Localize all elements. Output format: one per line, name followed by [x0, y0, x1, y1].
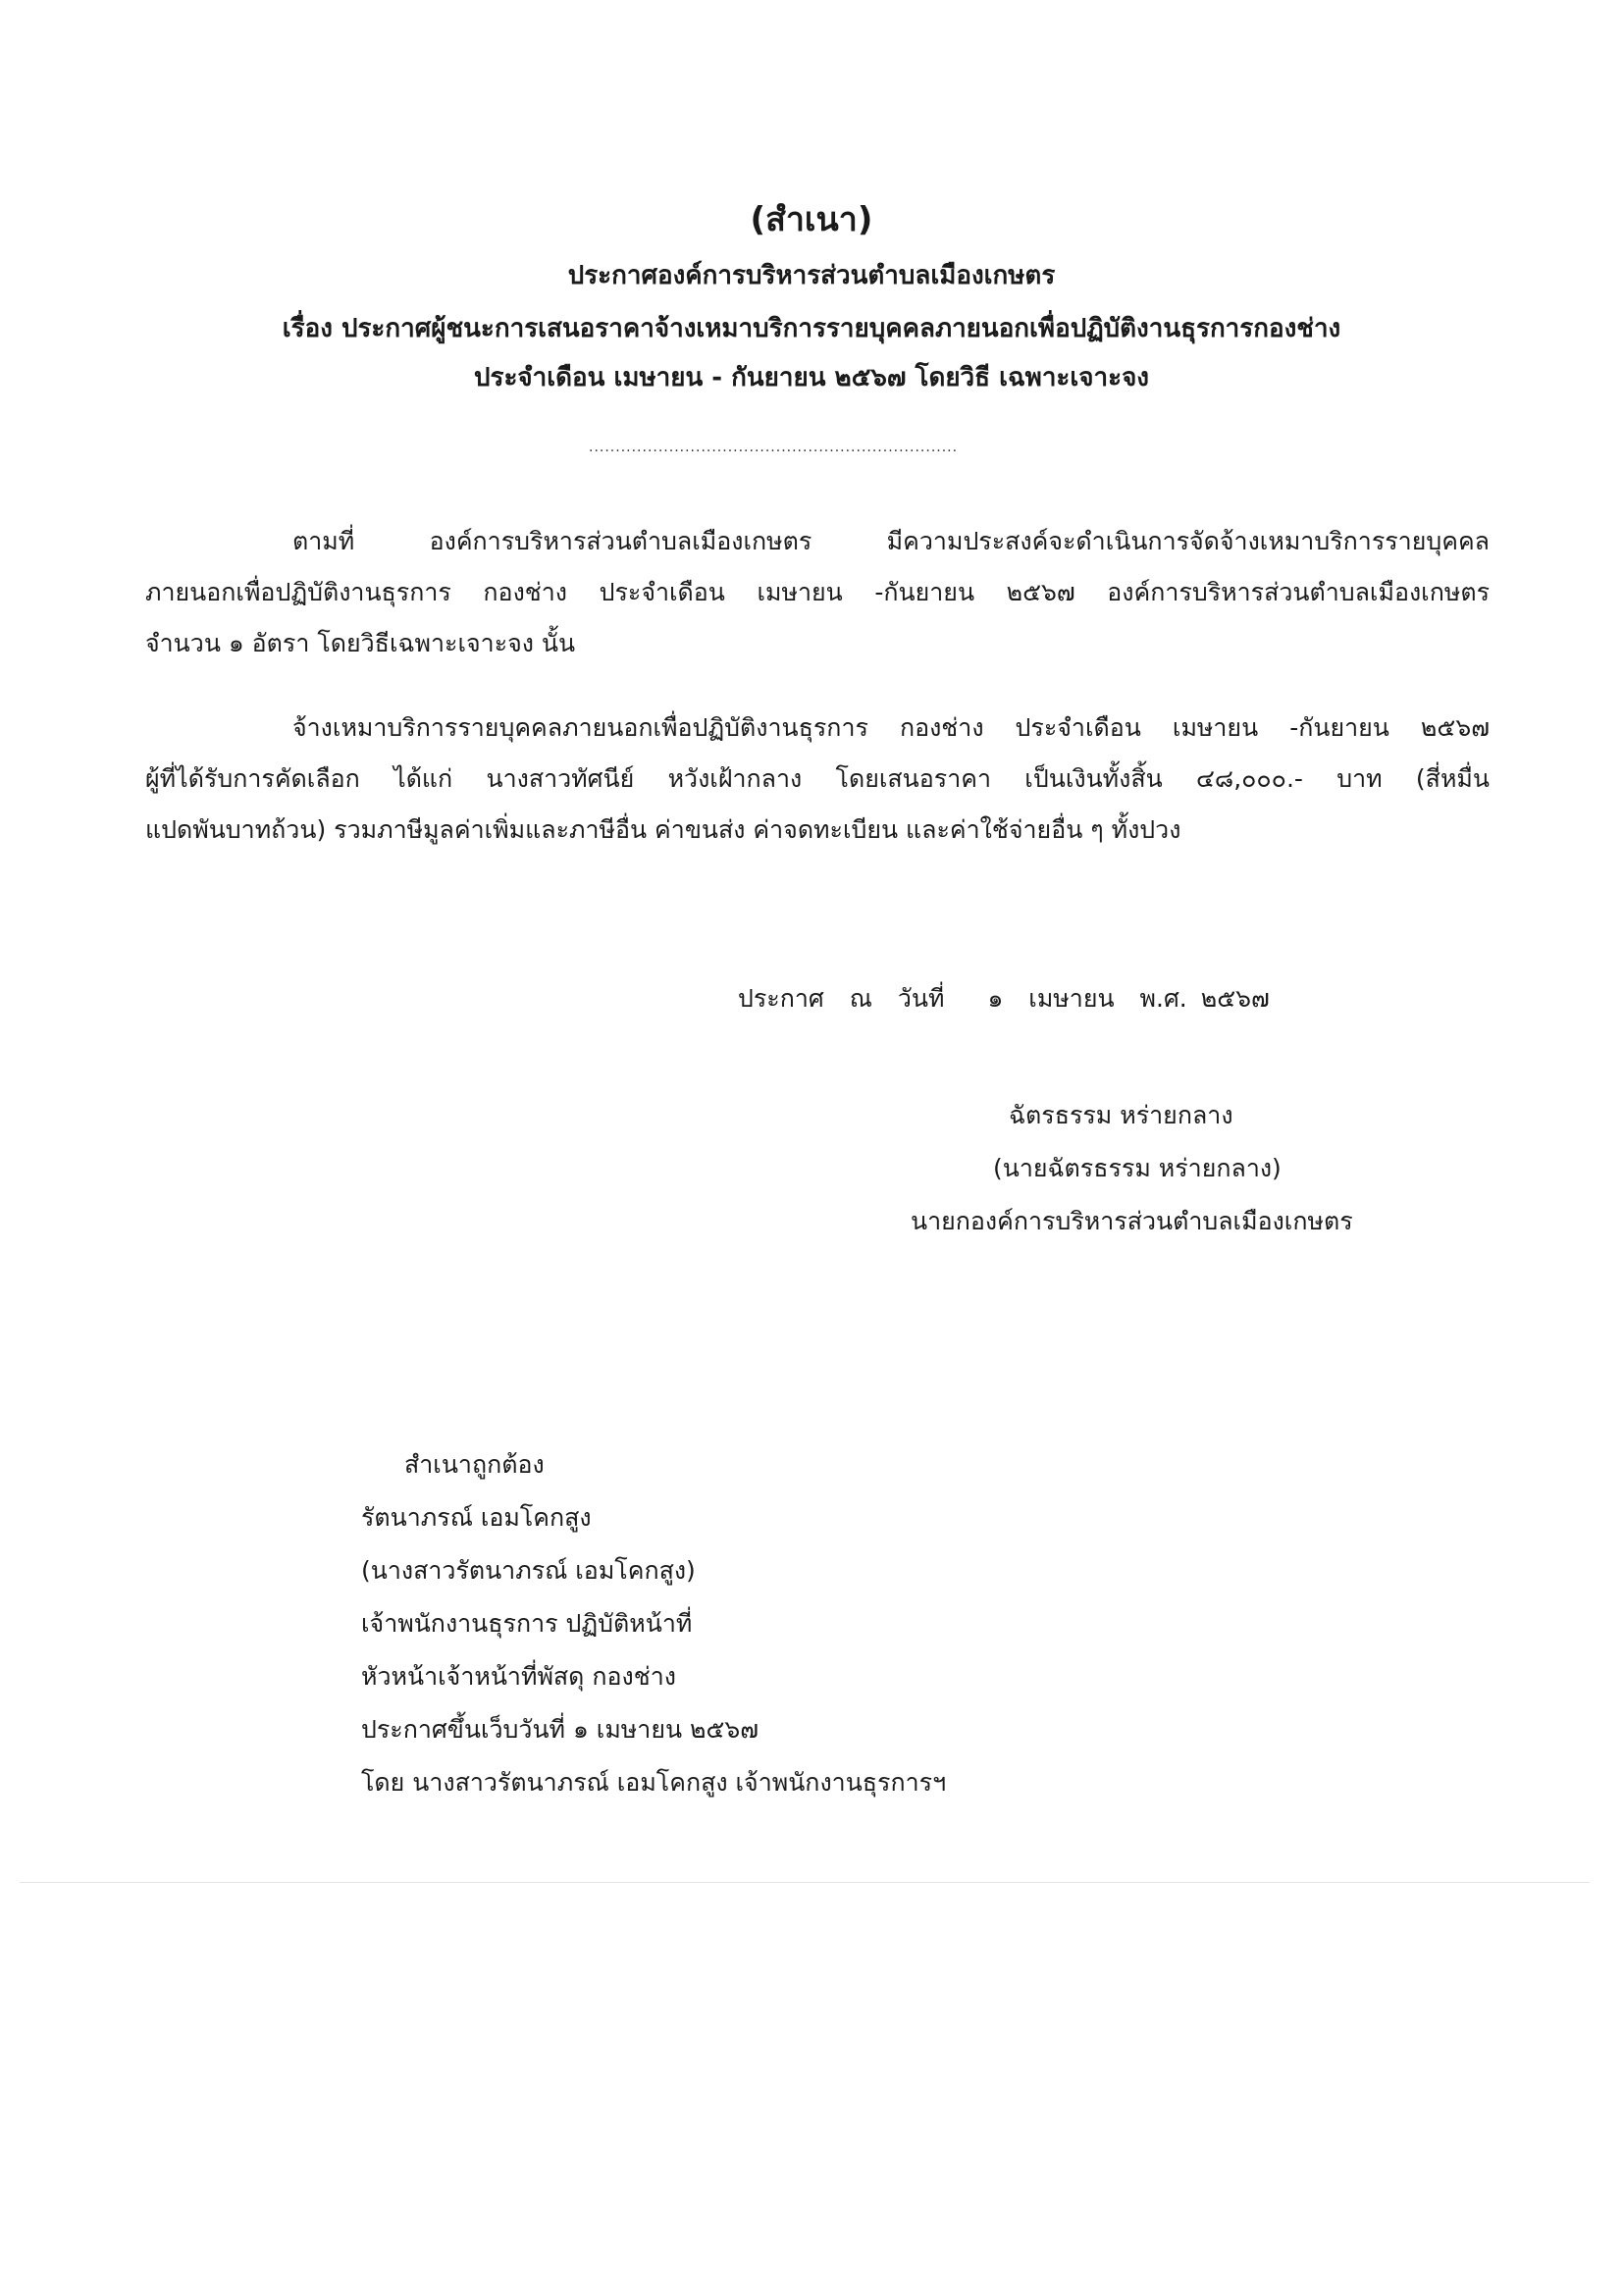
- paragraph-line: ตามที่ องค์การบริหารส่วนตำบลเมืองเกษตร มีความประสงค์จะดำเนินการจัดจ้างเหมาบริการรายบุคคล: [292, 527, 1490, 555]
- cert-web-date: ประกาศขึ้นเว็บวันที่ ๑ เมษายน ๒๕๖๗: [361, 1715, 759, 1744]
- cert-signer-full-name: (นางสาวรัตนาภรณ์ เอมโคกสูง): [361, 1556, 696, 1585]
- paragraph-line: แปดพันบาทถ้วน) รวมภาษีมูลค่าเพิ่มและภาษีอื่น ค่าขนส่ง ค่าจดทะเบียน และค่าใช้จ่ายอื่น ๆ ทั้งปวง: [145, 815, 1181, 844]
- copy-mark: (สำเนา): [750, 200, 873, 239]
- cert-heading: สำเนาถูกต้อง: [404, 1450, 545, 1479]
- cert-signer-duty: หัวหน้าเจ้าหน้าที่พัสดุ กองช่าง: [361, 1662, 676, 1691]
- paragraph-line: ผู้ที่ได้รับการคัดเลือก ได้แก่ นางสาวทัศนีย์ หวังเฝ้ากลาง โดยเสนอราคา เป็นเงินทั้งสิ้น ๔๘,๐๐๐.- บาท (สี่หมื่น: [145, 764, 1490, 793]
- announce-year: ๒๕๖๗: [1200, 984, 1270, 1013]
- paragraph-line: ภายนอกเพื่อปฏิบัติงานธุรการ กองช่าง ประจำเดือน เมษายน -กันยายน ๒๕๖๗ องค์การบริหารส่วนตำบลเมืองเกษตร: [145, 578, 1490, 606]
- period-title: ประจำเดือน เมษายน - กันยายน ๒๕๖๗ โดยวิธี เฉพาะเจาะจง: [474, 363, 1149, 392]
- announce-date-label: วันที่: [897, 984, 945, 1013]
- announce-label: ประกาศ: [738, 984, 824, 1013]
- certification-block: [361, 1438, 946, 1809]
- cert-signer-position: เจ้าพนักงานธุรการ ปฏิบัติหน้าที่: [361, 1609, 693, 1638]
- announcement-date: [738, 979, 1287, 1018]
- signature-block: [883, 1089, 1433, 1248]
- announce-day: ๑: [987, 984, 1004, 1013]
- paragraph-award: [145, 703, 1490, 856]
- announce-month: เมษายน: [1028, 984, 1115, 1013]
- announce-at: ณ: [849, 984, 872, 1013]
- paragraph-intro: [145, 516, 1490, 669]
- cert-posted-by: โดย นางสาวรัตนาภรณ์ เอมโคกสูง เจ้าพนักงานธุรการฯ: [361, 1768, 947, 1797]
- signer-full-name: (นายฉัตรธรรม หร่ายกลาง): [993, 1154, 1282, 1182]
- page-bottom-rule: [20, 1882, 1590, 1883]
- cert-signer-name: รัตนาภรณ์ เอมโคกสูง: [361, 1503, 592, 1532]
- paragraph-line: จ้างเหมาบริการรายบุคคลภายนอกเพื่อปฏิบัติงานธุรการ กองช่าง ประจำเดือน เมษายน -กันยายน ๒๕๖๗: [292, 713, 1490, 742]
- subject-title: เรื่อง ประกาศผู้ชนะการเสนอราคาจ้างเหมาบริการรายบุคคลภายนอกเพื่อปฏิบัติงานธุรการกองช่าง: [282, 314, 1341, 343]
- announce-era: พ.ศ.: [1139, 984, 1187, 1013]
- signer-name: ฉัตรธรรม หร่ายกลาง: [1009, 1101, 1233, 1129]
- separator-dots: .....................................................................: [589, 440, 959, 455]
- organization-title: ประกาศองค์การบริหารส่วนตำบลเมืองเกษตร: [567, 261, 1056, 290]
- paragraph-line: จำนวน ๑ อัตรา โดยวิธีเฉพาะเจาะจง นั้น: [145, 629, 576, 657]
- signer-position: นายกองค์การบริหารส่วนตำบลเมืองเกษตร: [911, 1207, 1353, 1235]
